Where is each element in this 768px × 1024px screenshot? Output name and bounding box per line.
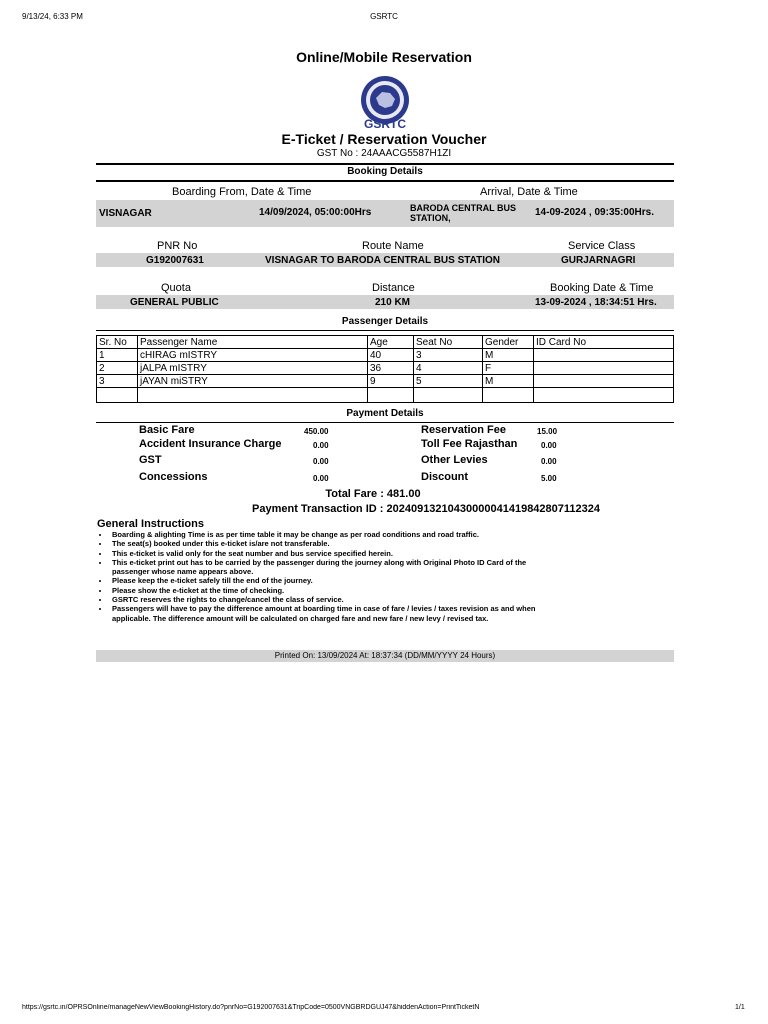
col-header: ID Card No <box>534 336 674 349</box>
print-url: https://gsrtc.in/OPRSOnline/manageNewViewBookingHistory.do?pnrNo=G192007631&TripCode=0500VNGBRDGUJ47&hiddenAction=PrintTicketN <box>22 1004 480 1011</box>
cell: F <box>483 362 534 375</box>
route-value: VISNAGAR TO BARODA CENTRAL BUS STATION <box>265 255 501 266</box>
table-row <box>97 375 674 388</box>
cell: 9 <box>368 375 414 388</box>
list-item: • Please show the e-ticket at the time of checking. <box>110 586 550 595</box>
col-header: Gender <box>483 336 534 349</box>
cell <box>368 388 414 403</box>
print-datetime: 9/13/24, 6:33 PM <box>22 12 83 21</box>
printed-on-bar: Printed On: 13/09/2024 At: 18:37:34 (DD/MM/YYYY 24 Hours) <box>96 650 674 662</box>
booking-dt-label: Booking Date & Time <box>550 282 654 294</box>
arrival-place-line2: STATION, <box>410 213 451 223</box>
table-row <box>97 362 674 375</box>
cell: 2 <box>97 362 138 375</box>
cell: M <box>483 349 534 362</box>
cell <box>534 388 674 403</box>
cell: jAYAN miSTRY <box>138 375 368 388</box>
passenger-section-title: Passenger Details <box>341 316 429 327</box>
distance-value: 210 KM <box>375 297 411 308</box>
col-header: Sr. No <box>97 336 138 349</box>
arrival-label: Arrival, Date & Time <box>480 186 578 198</box>
service-class-value: GURJARNAGRI <box>561 255 636 266</box>
cell: 5 <box>414 375 483 388</box>
cell: 3 <box>97 375 138 388</box>
booking-dt-value: 13-09-2024 , 18:34:51 Hrs. <box>535 297 657 308</box>
instructions-list <box>96 530 550 623</box>
cell <box>534 362 674 375</box>
transaction-id: Payment Transaction ID : 20240913210430000041419842807112324 <box>252 503 600 515</box>
levies-label: Other Levies <box>421 454 488 466</box>
concessions-label: Concessions <box>139 471 208 483</box>
cell <box>534 375 674 388</box>
list-item: • GSRTC reserves the rights to change/cancel the class of service. <box>110 595 550 604</box>
gst-number: GST No : 24AAACG5587H1ZI <box>316 148 452 159</box>
divider <box>96 163 674 165</box>
discount-value: 5.00 <box>541 474 557 483</box>
cell <box>97 388 138 403</box>
instructions-title: General Instructions <box>97 518 204 530</box>
list-item: • The seat(s) booked under this e-ticket is/are not transferable. <box>110 539 550 548</box>
cell <box>483 388 534 403</box>
cell: 36 <box>368 362 414 375</box>
quota-label: Quota <box>161 282 191 294</box>
toll-value: 0.00 <box>541 441 557 450</box>
ticket-subheading: E-Ticket / Reservation Voucher <box>281 131 487 147</box>
boarding-place: VISNAGAR <box>99 208 152 219</box>
list-item: • Passengers will have to pay the difference amount at boarding time in case of fare / levies / taxes revision as and when applicable. The difference amount will be calculated on charged fare and new fare / new levy / revised tax. <box>110 604 550 623</box>
col-header: Age <box>368 336 414 349</box>
passenger-header-row <box>97 336 674 349</box>
table-row-empty <box>97 388 674 403</box>
list-item: • This e-ticket is valid only for the seat number and bus service specified herein. <box>110 549 550 558</box>
col-header: Seat No <box>414 336 483 349</box>
service-class-label: Service Class <box>568 240 636 252</box>
total-fare: Total Fare : 481.00 <box>325 488 421 500</box>
cell <box>414 388 483 403</box>
divider <box>96 422 674 423</box>
boarding-label: Boarding From, Date & Time <box>172 186 312 198</box>
payment-section-title: Payment Details <box>346 408 424 419</box>
accident-value: 0.00 <box>313 441 329 450</box>
table-row <box>97 349 674 362</box>
passenger-table <box>96 335 674 403</box>
booking-section-title: Booking Details <box>347 166 423 177</box>
distance-label: Distance <box>372 282 415 294</box>
col-header: Passenger Name <box>138 336 368 349</box>
ticket-heading: Online/Mobile Reservation <box>296 49 472 65</box>
cell: 4 <box>414 362 483 375</box>
divider <box>96 330 674 331</box>
levies-value: 0.00 <box>541 457 557 466</box>
boarding-time: 14/09/2024, 05:00:00Hrs <box>259 207 372 218</box>
concessions-value: 0.00 <box>313 474 329 483</box>
list-item: • Boarding & alighting Time is as per time table it may be change as per road conditions and road traffic. <box>110 530 550 539</box>
list-item: • Please keep the e-ticket safely till the end of the journey. <box>110 576 550 585</box>
print-page-count: 1/1 <box>735 1004 745 1011</box>
basic-fare-value: 450.00 <box>304 427 329 436</box>
pnr-label: PNR No <box>157 240 198 252</box>
accident-label: Accident Insurance Charge <box>139 438 282 450</box>
print-page-title: GSRTC <box>370 12 398 21</box>
cell: 3 <box>414 349 483 362</box>
cell: jALPA mISTRY <box>138 362 368 375</box>
cell: cHIRAG mISTRY <box>138 349 368 362</box>
basic-fare-label: Basic Fare <box>139 424 195 436</box>
quota-value: GENERAL PUBLIC <box>130 297 219 308</box>
cell: 40 <box>368 349 414 362</box>
cell <box>534 349 674 362</box>
gst-value: 0.00 <box>313 457 329 466</box>
arrival-time: 14-09-2024 , 09:35:00Hrs. <box>535 207 654 218</box>
reservation-fee-label: Reservation Fee <box>421 424 506 436</box>
list-item: • This e-ticket print out has to be carried by the passenger during the journey along with Original Photo ID Card of the passenger whose name appears above. <box>110 558 550 577</box>
reservation-fee-value: 15.00 <box>537 427 558 436</box>
cell: 1 <box>97 349 138 362</box>
pnr-value: G192007631 <box>146 255 204 266</box>
arrival-place-line1: BARODA CENTRAL BUS <box>410 203 517 213</box>
cell <box>138 388 368 403</box>
cell: M <box>483 375 534 388</box>
logo-text: GSRTC <box>364 117 406 131</box>
divider <box>96 180 674 182</box>
route-label: Route Name <box>362 240 424 252</box>
discount-label: Discount <box>421 471 469 483</box>
toll-label: Toll Fee Rajasthan <box>421 438 518 450</box>
gst-label: GST <box>139 454 162 466</box>
